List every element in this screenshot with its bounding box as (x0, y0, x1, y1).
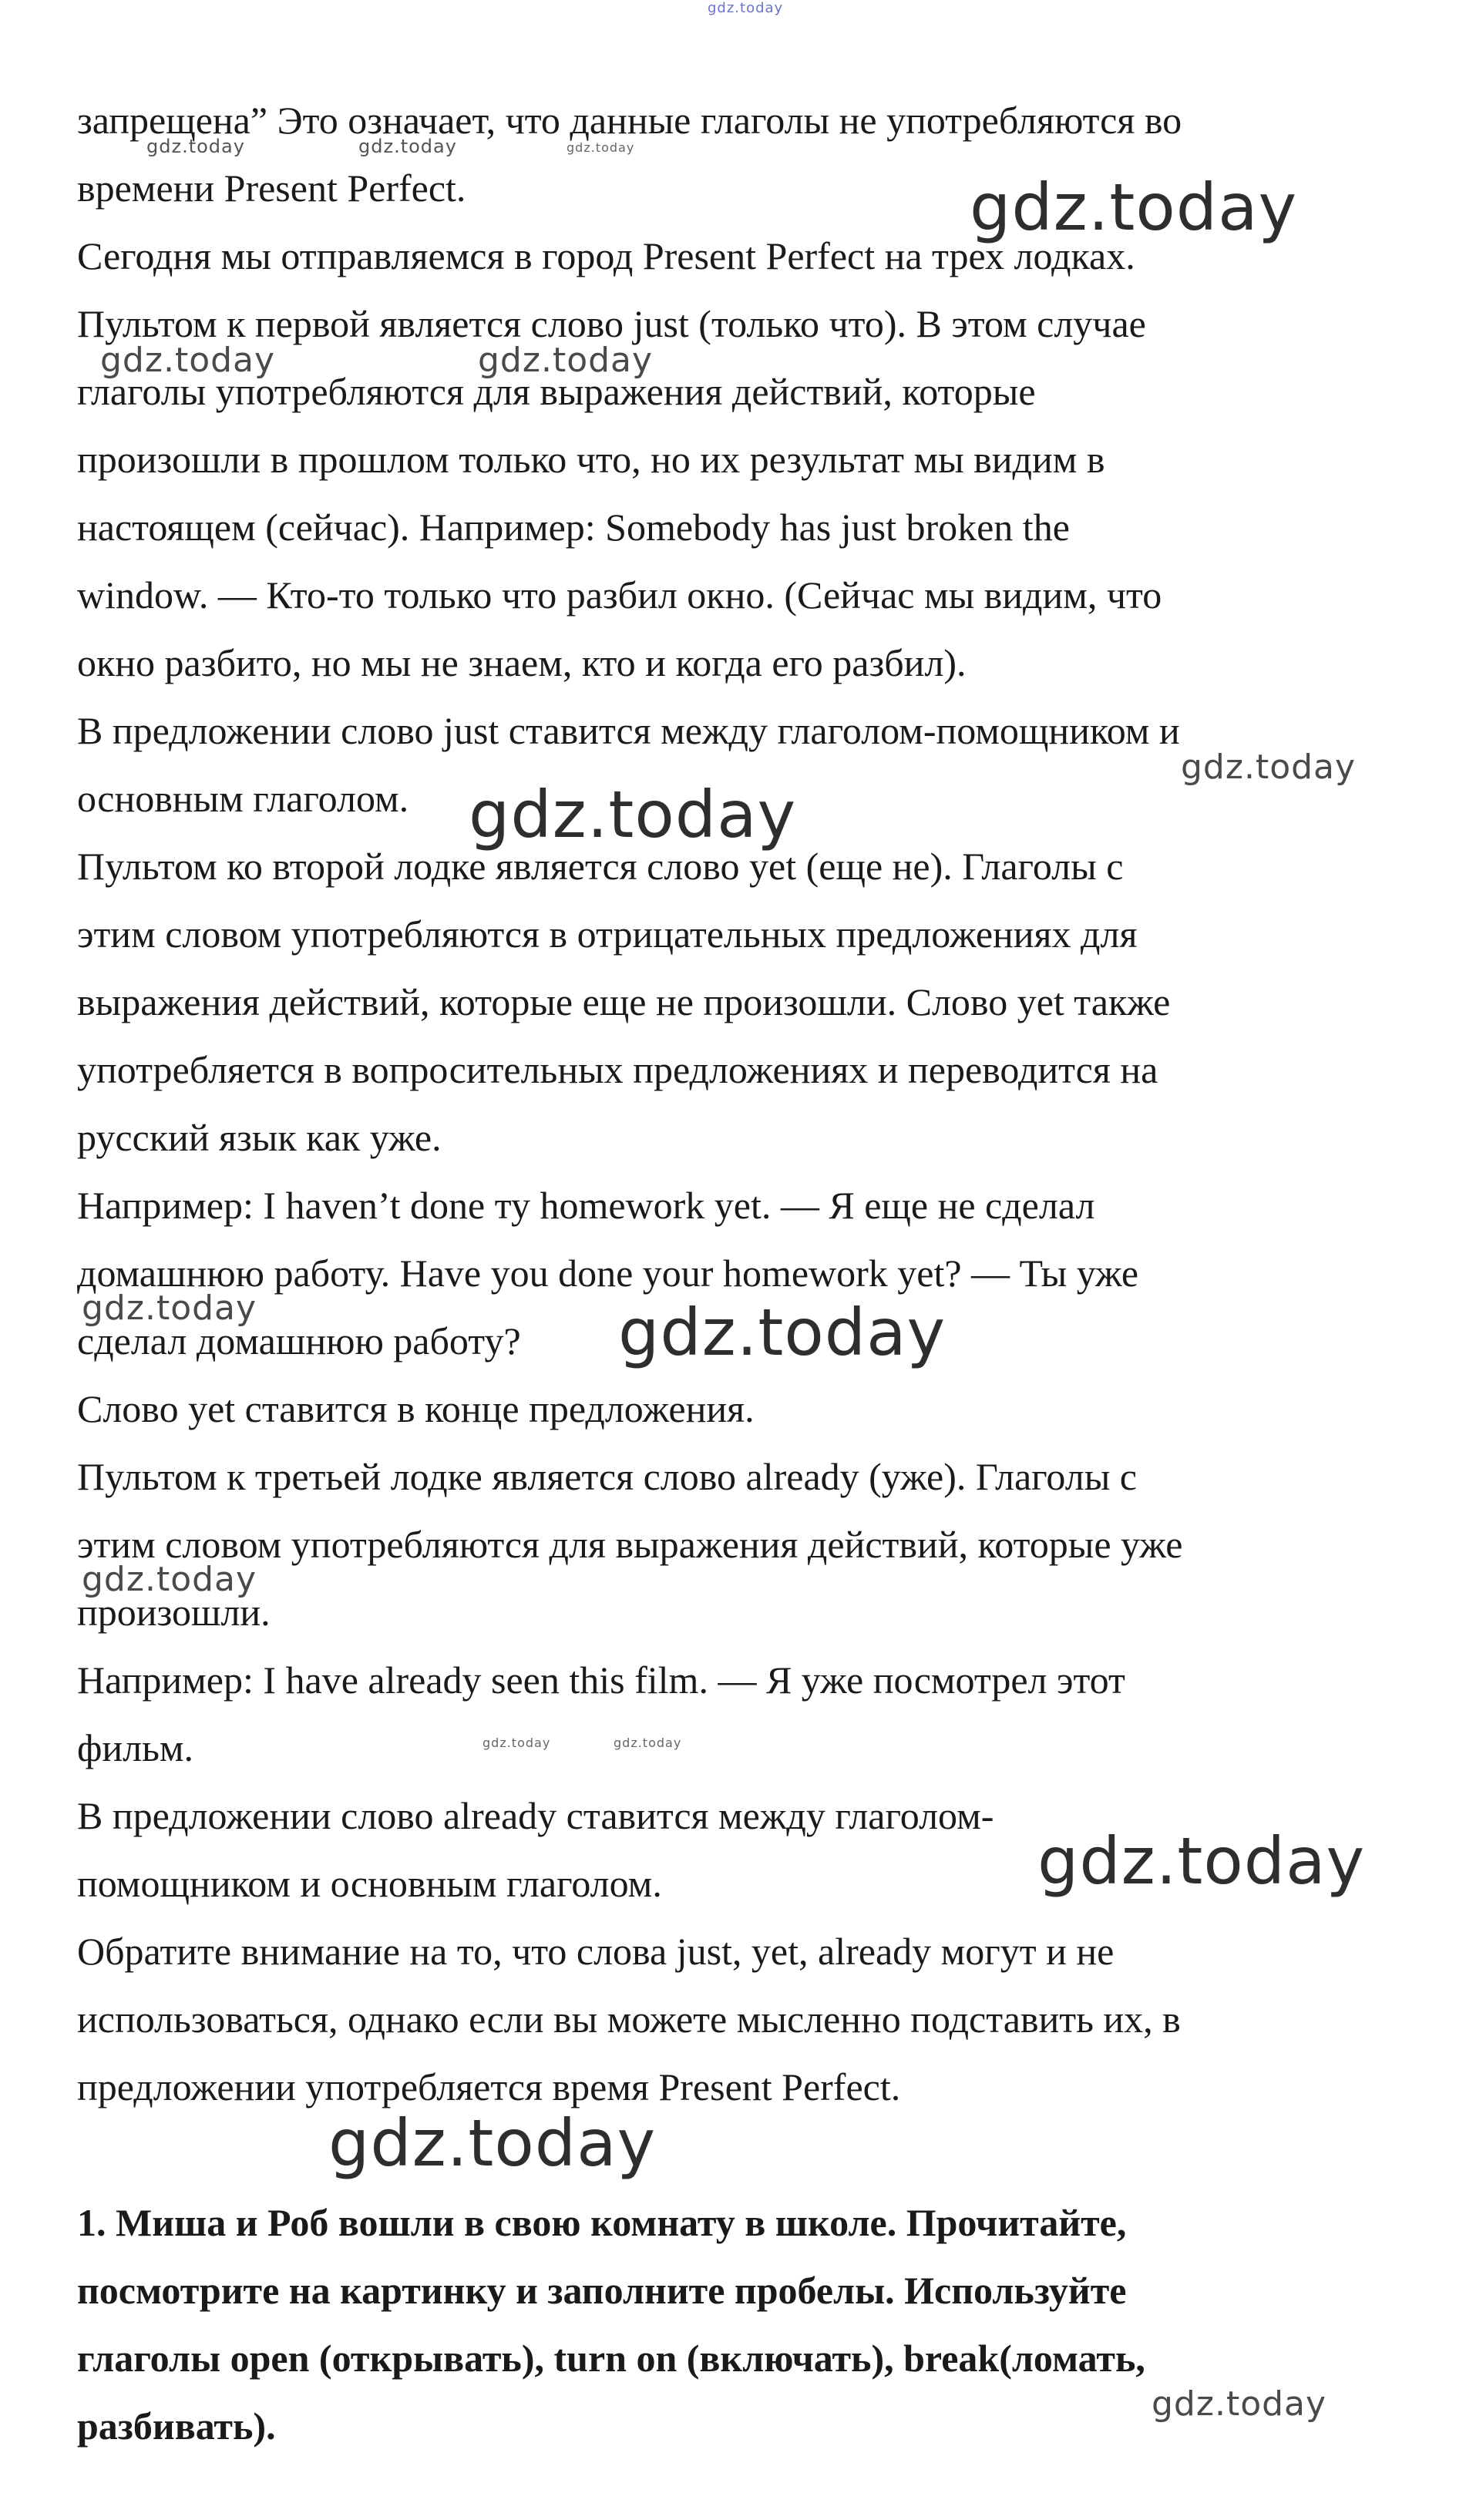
text-line: сделал домашнюю работу? (77, 1319, 521, 1362)
text-line: помощником и основным глаголом. (77, 1862, 662, 1905)
watermark: gdz.today (358, 136, 457, 157)
text-line: Например: I haven’t done ту homework yet. — Я еще не сделал (77, 1184, 1095, 1227)
text-line: русский язык как уже. (77, 1116, 442, 1159)
text-line: запрещена” Это означает, что данные глаголы не употребляются во (77, 99, 1182, 142)
watermark: gdz.today (1037, 1823, 1366, 1899)
text-line: выражения действий, которые еще не произошли. Слово yet также (77, 980, 1171, 1023)
text-line: произошли. (77, 1591, 271, 1634)
watermark: gdz.today (970, 170, 1298, 245)
watermark: gdz.today (708, 0, 784, 16)
watermark: gdz.today (483, 1735, 551, 1750)
text-line: использоваться, однако если вы можете мысленно подставить их, в (77, 1998, 1181, 2041)
text-line: времени Present Perfect. (77, 166, 466, 210)
text-line: Сегодня мы отправляемся в город Present Perfect на трех лодках. (77, 234, 1135, 277)
text-line: В предложении слово already ставится между глаголом- (77, 1794, 994, 1837)
text-line: глаголы употребляются для выражения действий, которые (77, 370, 1036, 413)
text-line: произошли в прошлом только что, но их результат мы видим в (77, 438, 1105, 481)
task-line: глаголы open (открывать), turn on (включать), break(ломать, (77, 2337, 1145, 2380)
text-line: Слово yet ставится в конце предложения. (77, 1387, 755, 1430)
watermark: gdz.today (567, 140, 635, 155)
watermark: gdz.today (614, 1735, 682, 1750)
text-line: основным глаголом. (77, 777, 409, 820)
watermark: gdz.today (82, 1289, 257, 1328)
text-line: window. — Кто-то только что разбил окно. (Сейчас мы видим, что (77, 573, 1162, 617)
task-line: посмотрите на картинку и заполните пробелы. Используйте (77, 2269, 1127, 2312)
watermark: gdz.today (1152, 2384, 1327, 2424)
task-line: 1. Миша и Роб вошли в свою комнату в школе. Прочитайте, (77, 2201, 1127, 2244)
watermark: gdz.today (478, 341, 654, 380)
text-line: В предложении слово just ставится между глаголом-помощником и (77, 709, 1180, 752)
watermark: gdz.today (328, 2105, 657, 2181)
text-line: домашнюю работу. Have you done your homework yet? — Ты уже (77, 1252, 1139, 1295)
text-line: употребляется в вопросительных предложениях и переводится на (77, 1048, 1158, 1091)
text-line: этим словом употребляются в отрицательных предложениях для (77, 912, 1138, 956)
watermark: gdz.today (82, 1560, 257, 1599)
task-line: разбивать). (77, 2404, 276, 2448)
text-line: Например: I have already seen this film. — Я уже посмотрел этот (77, 1658, 1125, 1702)
text-line: Пультом к третьей лодке является слово already (уже). Глаголы с (77, 1455, 1137, 1498)
text-line: этим словом употребляются для выражения действий, которые уже (77, 1523, 1183, 1566)
watermark: gdz.today (469, 777, 797, 852)
text-line: окно разбито, но мы не знаем, кто и когда его разбил). (77, 641, 967, 684)
text-line: настоящем (сейчас). Например: Somebody has just broken the (77, 506, 1070, 549)
text-line: Пультом к первой является слово just (только что). В этом случае (77, 302, 1146, 345)
text-line: предложении употребляется время Present Perfect. (77, 2065, 901, 2108)
watermark: gdz.today (618, 1295, 947, 1370)
text-line: Пультом ко второй лодке является слово yet (еще не). Глаголы с (77, 845, 1124, 888)
text-line: фильм. (77, 1726, 194, 1769)
text-line: Обратите внимание на то, что слова just, yet, already могут и не (77, 1930, 1115, 1973)
watermark: gdz.today (1181, 748, 1357, 787)
watermark: gdz.today (100, 341, 276, 380)
explanation-text (77, 86, 1418, 2121)
watermark: gdz.today (146, 136, 245, 157)
